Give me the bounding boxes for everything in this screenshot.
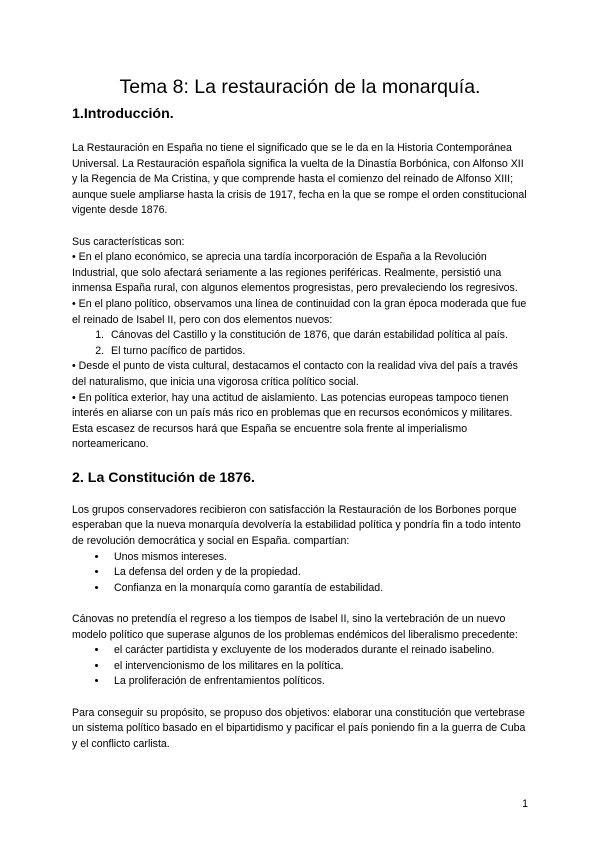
cultural-paragraph: • Desde el punto de vista cultural, destacamos el contacto con la realidad viva del país a través del naturalismo, que inicia una vigorosa crítica político social. (72, 360, 518, 388)
list-item: • Confianza en la monarquía como garantía de estabilidad. (108, 581, 528, 597)
page-number: 1 (522, 798, 528, 810)
liberalism-problems-list (72, 643, 528, 690)
list-item: • Unos mismos intereses. (108, 550, 528, 566)
list-item: 2. El turno pacífico de partidos. (107, 344, 528, 360)
section-heading-constitucion: 2. La Constitución de 1876. (72, 469, 255, 486)
list-item: • el intervencionismo de los militares en la política. (108, 659, 528, 675)
list-item: • el carácter partidista y excluyente de los moderados durante el reinado isabelino. (108, 643, 528, 659)
intro-paragraph: La Restauración en España no tiene el significado que se le da en la Historia Contemporánea Universal. La Restauración española significa la vuelta de la Dinastía Borbónica, con Alfonso XII y la Regencia de Ma Cristina, y que comprende hasta el comienzo del reinado de Alfonso XIII; aunque suele ampliarse hasta la crisis de 1917, fecha en la que se rompe el orden constitucional vigente desde 1876. (72, 142, 527, 217)
characteristics-label: Sus características son: (72, 235, 185, 248)
conservative-groups-paragraph: Los grupos conservadores recibieron con satisfacción la Restauración de los Borbones porque esperaban que la nueva monarquía devolvería la estabilidad política y pondría fin a todo intento de revolución democrática y social en España. compartían: (72, 503, 521, 548)
section-heading-introduccion: 1.Introducción. (72, 106, 174, 122)
paragraph-spacer (72, 219, 528, 235)
shared-interests-list (72, 550, 528, 597)
list-item: 1. Cánovas del Castillo y la constitución de 1876, que darán estabilidad política al país. (107, 328, 528, 344)
political-elements-list (72, 328, 528, 359)
political-paragraph: • En el plano político, observamos una línea de continuidad con la gran época moderada que fue el reinado de Isabel II, pero con dos elementos nuevos: (72, 297, 527, 326)
objectives-paragraph: Para conseguir su propósito, se propuso dos objetivos: elaborar una constitución que vertebrase un sistema político basado en el bipartidismo y pacificar el país poniendo fin a la guerra de Cuba y el conflicto carlista. (72, 706, 526, 750)
paragraph-spacer (72, 690, 528, 706)
paragraph-spacer (72, 596, 528, 612)
foreign-policy-paragraph: • En política exterior, hay una actitud de aislamiento. Las potencias europeas tampoco tienen interés en aliarse con un país más rico en problemas que en recursos económicos y militares. Esta escasez de recursos hará que España se encuentre sola frente al imperialismo norteamericano. (72, 391, 513, 451)
economic-paragraph: • En el plano económico, se aprecia una tardía incorporación de España a la Revolución Industrial, que solo afectará seriamente a las regiones periféricas. Realmente, persistió una inmensa España rural, con algunos elementos progresistas, pero prevaleciendo los regresivos. (72, 251, 518, 295)
canovas-paragraph: Cánovas no pretendía el regreso a los tiempos de Isabel II, sino la vertebración de un nuevo modelo político que superase algunos de los problemas endémicos del liberalismo precedente: (72, 613, 518, 641)
page-title: Tema 8: La restauración de la monarquía. (119, 76, 481, 98)
list-item: • La proliferación de enfrentamientos políticos. (108, 674, 528, 690)
list-item: • La defensa del orden y de la propiedad. (108, 565, 528, 581)
